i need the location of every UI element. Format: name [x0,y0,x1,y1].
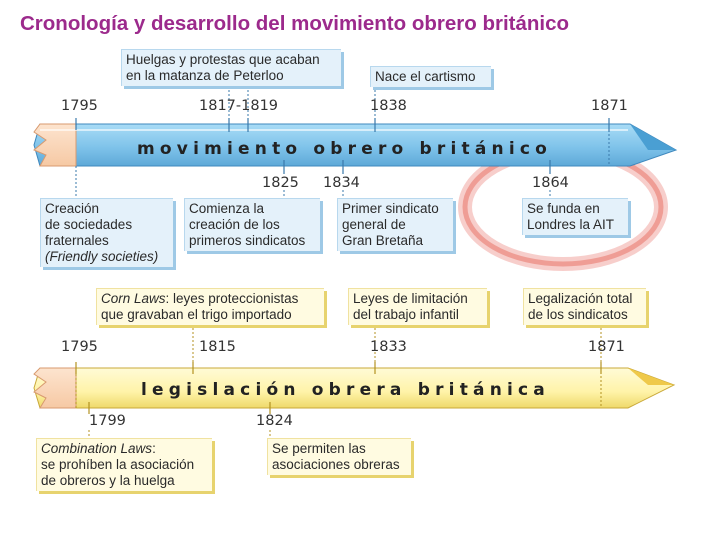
event-friendly-societies [40,198,173,267]
event-line: creación de los [189,217,280,232]
event-ait [522,198,628,235]
year-label: 1824 [256,413,293,429]
event-line-italic: (Friendly societies) [45,249,159,264]
year-label: 1871 [588,339,625,355]
event-line: de los sindicatos [528,307,628,322]
event-line: de sociedades [45,217,133,232]
event-italic-lead: Combination Laws [41,441,153,456]
event-italic-lead: Corn Laws [101,291,166,306]
event-line: : [152,441,156,456]
year-label: 1838 [370,98,407,114]
year-label: 1834 [323,175,360,191]
year-label: 1795 [61,98,98,114]
event-line: primeros sindicatos [189,233,306,248]
event-line: : leyes proteccionistas [165,291,299,306]
event-line: Primer sindicato [342,201,439,216]
page-title: Cronología y desarrollo del movimiento obrero británico [20,12,570,35]
event-line: Se funda en [527,201,600,216]
event-line: Se permiten las [272,441,366,456]
year-label: 1817-1819 [199,98,279,114]
year-label: 1833 [370,339,407,355]
event-line: Creación [45,201,100,216]
event-line: Londres la AIT [527,217,615,232]
event-line: Nace el cartismo [375,69,476,84]
event-primeros-sindicatos [184,198,320,251]
event-line: general de [342,217,406,232]
band-label-legislacion: legislación obrera británica [141,380,550,400]
event-peterloo [121,49,341,86]
event-legalizacion-sindicatos [523,288,646,325]
event-line: que gravaban el trigo importado [101,307,292,322]
event-cartismo [370,66,491,87]
year-label: 1864 [532,175,569,191]
event-line: de obreros y la huelga [41,473,175,488]
event-line: Leyes de limitación [353,291,468,306]
event-asociaciones-obreras [267,438,411,475]
event-line: Legalización total [528,291,633,306]
year-label: 1825 [262,175,299,191]
year-label: 1795 [61,339,98,355]
year-label: 1815 [199,339,236,355]
event-line: Comienza la [189,201,265,216]
event-trabajo-infantil [348,288,487,325]
band-label-movimiento: movimiento obrero británico [137,139,553,159]
event-combination-laws [36,438,212,491]
event-line: del trabajo infantil [353,307,459,322]
event-line: Gran Bretaña [342,233,424,248]
event-line: fraternales [45,233,109,248]
event-line: se prohíben la asociación [41,457,195,472]
event-line: asociaciones obreras [272,457,400,472]
year-label: 1799 [89,413,126,429]
event-line: en la matanza de Peterloo [126,68,284,83]
event-corn-laws [96,288,324,325]
year-label: 1871 [591,98,628,114]
event-line: Huelgas y protestas que acaban [126,52,320,67]
event-primer-sindicato-general [337,198,453,251]
